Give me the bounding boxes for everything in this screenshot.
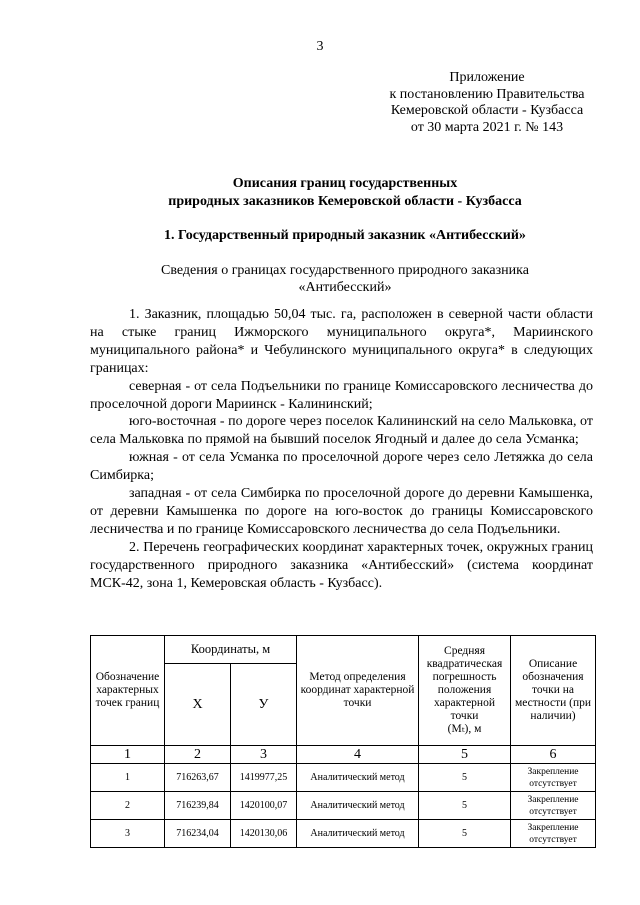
info-line: Сведения о границах государственного природного заказника xyxy=(161,263,529,278)
header-error-text: Средняя квадратическая погрешность положения характерной точки xyxy=(426,645,503,722)
table-row xyxy=(91,792,596,820)
cell-x: 716263,67 xyxy=(165,764,231,792)
appendix-header xyxy=(382,70,592,136)
section-title: 1. Государственный природный заказник «Антибесский» xyxy=(164,228,526,243)
title-line: Описания границ государственных xyxy=(232,176,458,191)
header-description: Описание обозначения точки на местности (при наличии) xyxy=(511,636,596,746)
cell-method: Аналитический метод xyxy=(297,792,419,820)
cell-description: Закрепление отсутствует xyxy=(511,764,596,792)
body-text xyxy=(90,306,593,593)
paragraph: 1. Заказник, площадью 50,04 тыс. га, расположен в северной части области на стыке границ Ижморского муниципального округа*, Мариинского муниципального района* и Чебулинского муниципального округа* в следующих границах: xyxy=(90,307,593,376)
cell-point: 1 xyxy=(91,764,165,792)
cell-x: 716234,04 xyxy=(165,820,231,848)
header-designation: Обозначение характерных точек границ xyxy=(91,636,165,746)
cell-x: 716239,84 xyxy=(165,792,231,820)
coordinates-table xyxy=(90,635,596,848)
appendix-line: Кемеровской области - Кузбасса xyxy=(390,103,584,118)
cell-error: 5 xyxy=(419,764,511,792)
header-error-unit: (Mₜ), м xyxy=(447,723,482,735)
page-number: 3 xyxy=(316,39,324,54)
header-coordinates: Координаты, м xyxy=(165,636,297,664)
paragraph: 2. Перечень географических координат характерных точек, окружных границ государственного природного заказника «Антибесский» (система координат МСК-42, зона 1, Кемеровская область - Кузбасс). xyxy=(90,539,593,591)
document-title xyxy=(90,175,600,211)
table-row xyxy=(91,764,596,792)
column-number: 2 xyxy=(165,746,231,764)
header-method: Метод определения координат характерной точки xyxy=(297,636,419,746)
title-line: природных заказников Кемеровской области - Кузбасса xyxy=(168,194,522,209)
appendix-line: к постановлению Правительства xyxy=(389,86,585,102)
info-line: «Антибесский» xyxy=(298,280,392,295)
cell-y: 1420100,07 xyxy=(231,792,297,820)
column-number: 1 xyxy=(91,746,165,764)
cell-description: Закрепление отсутствует xyxy=(511,792,596,820)
header-x: X xyxy=(165,664,231,746)
cell-description: Закрепление отсутствует xyxy=(511,820,596,848)
cell-y: 1419977,25 xyxy=(231,764,297,792)
cell-error: 5 xyxy=(419,820,511,848)
column-numbers-row xyxy=(91,746,596,764)
table-row xyxy=(91,820,596,848)
column-number: 4 xyxy=(297,746,419,764)
cell-method: Аналитический метод xyxy=(297,820,419,848)
info-heading xyxy=(90,262,600,296)
cell-y: 1420130,06 xyxy=(231,820,297,848)
column-number: 5 xyxy=(419,746,511,764)
cell-point: 3 xyxy=(91,820,165,848)
paragraph: юго-восточная - по дороге через поселок Калининский на село Мальковка, от села Мальковка по прямой на бывший поселок Ягодный и далее до села Усманка; xyxy=(90,414,593,448)
cell-method: Аналитический метод xyxy=(297,764,419,792)
paragraph: западная - от села Симбирка по проселочной дороге до деревни Камышенка, от деревни Камышенка по дороге на юго-восток до границы Комиссаровского лесничества и по границе Комиссаровского лесничества до села Подъельники. xyxy=(90,486,593,537)
cell-point: 2 xyxy=(91,792,165,820)
header-y: У xyxy=(231,664,297,746)
paragraph: северная - от села Подъельники по границе Комиссаровского лесничества до проселочной дороги Мариинск - Калининский; xyxy=(90,378,593,412)
column-number: 6 xyxy=(511,746,596,764)
appendix-line: Приложение xyxy=(449,70,525,85)
column-number: 3 xyxy=(231,746,297,764)
appendix-line: от 30 марта 2021 г. № 143 xyxy=(410,119,564,135)
cell-error: 5 xyxy=(419,792,511,820)
paragraph: южная - от села Усманка по проселочной дороге через село Летяжка до села Симбирка; xyxy=(90,450,593,484)
header-error xyxy=(419,636,511,746)
